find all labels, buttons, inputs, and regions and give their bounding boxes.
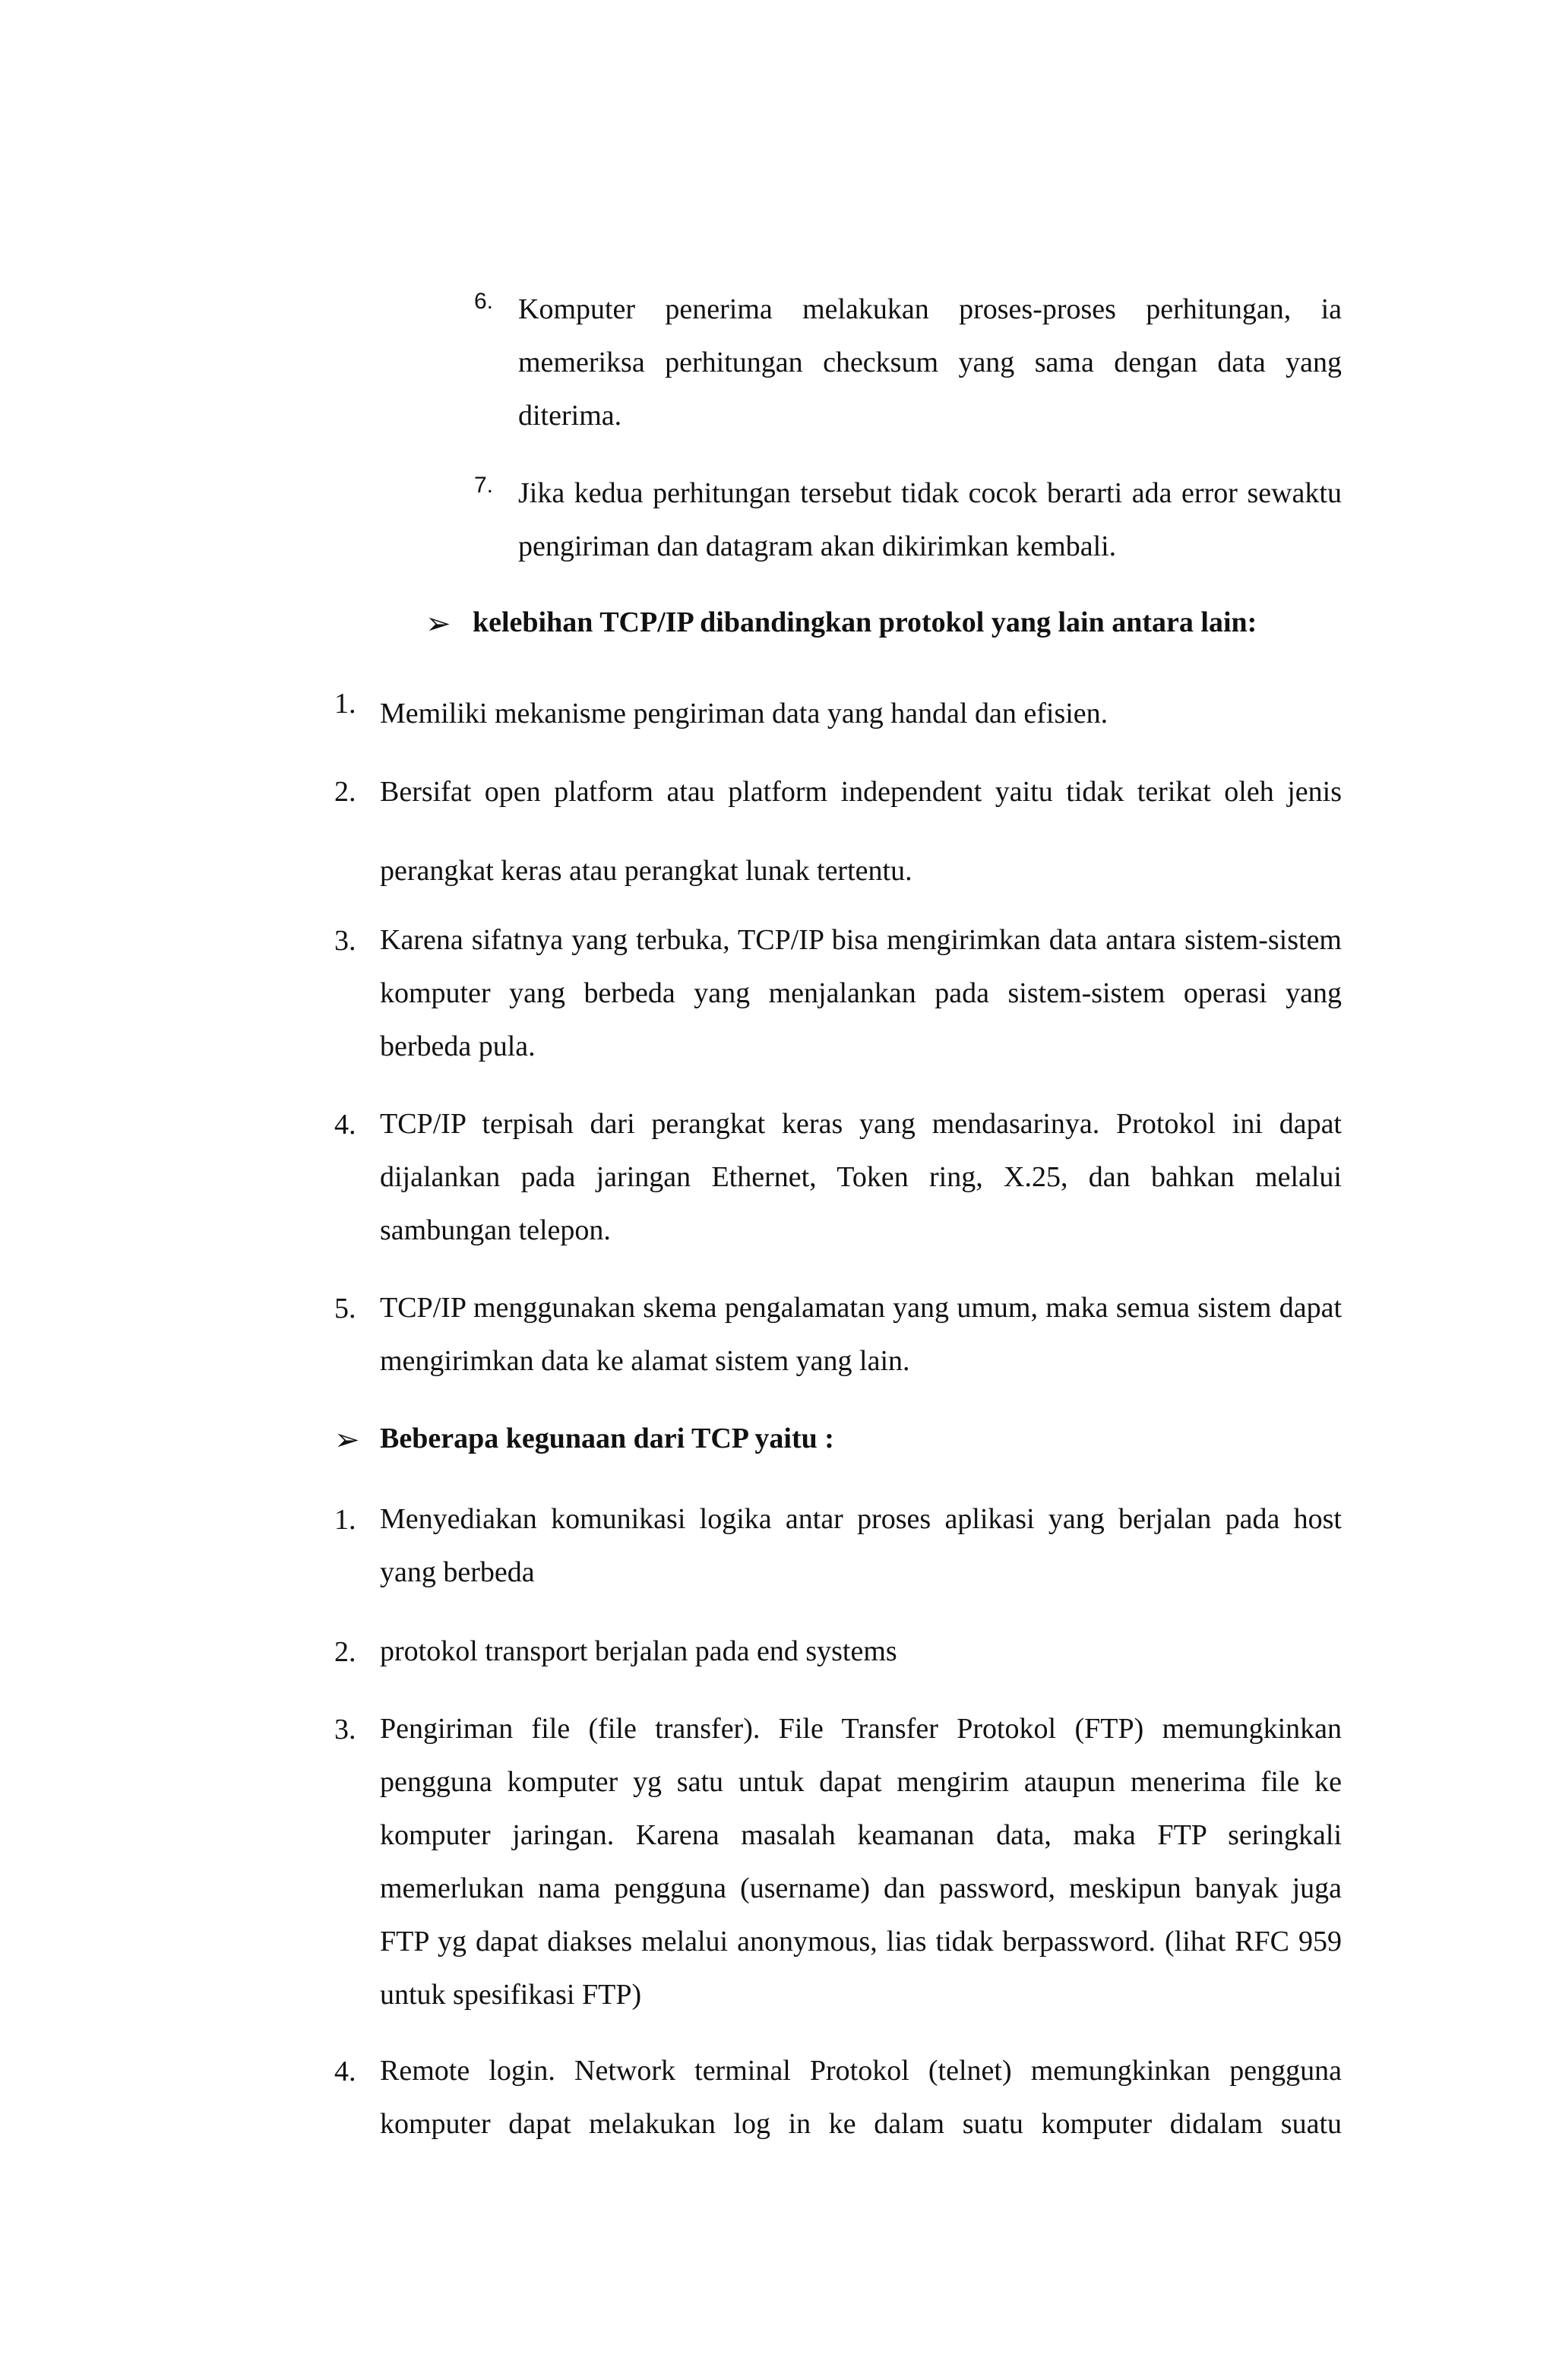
list-item-text: TCP/IP terpisah dari perangkat keras yang mendasarinya. Protokol ini dapat dijalankan pada jaringan Ethernet, Token ring, X.25, dan bahkan melalui sambungan telepon. [380,1108,1342,1246]
list-item [474,283,1342,442]
list-item [334,1492,1342,1599]
list-item-text: Remote login. Network terminal Protokol (telnet) memungkinkan pengguna komputer dapat melakukan log in ke dalam suatu komputer didalam suatu [380,2055,1342,2140]
list-item-text: Jika kedua perhitungan tersebut tidak cocok berarti ada error sewaktu pengiriman dan datagram akan dikirimkan kembali. [518,477,1342,562]
list-item [334,1281,1342,1388]
list-item-text: Karena sifatnya yang terbuka, TCP/IP bisa mengirimkan data antara sistem-sistem komputer yang berbeda yang menjalankan pada sistem-sistem operasi yang berbeda pula. [380,924,1342,1062]
list-item [334,1702,1342,2021]
bullet-arrow-icon: ➢ [334,1423,360,1457]
list-item [334,913,1342,1073]
list-item [334,2044,1342,2151]
list-item-number: 4. [334,1109,356,1141]
list-item-number: 6. [474,289,494,314]
list-item-number: 4. [334,2056,356,2087]
section-heading-kelebihan: kelebihan TCP/IP dibandingkan protokol yang lain antara lain: [473,606,1257,638]
list-item [334,687,1342,740]
bullet-arrow-icon: ➢ [425,606,451,641]
list-item-text: TCP/IP menggunakan skema pengalamatan yang umum, maka semua sistem dapat mengirimkan data ke alamat sistem yang lain. [380,1292,1342,1377]
list-item [334,1097,1342,1257]
list-item [334,1625,1342,1678]
list-item-number: 7. [474,473,494,498]
list-item-text: Bersifat open platform atau platform independent yaitu tidak terikat oleh jenis perangkat keras atau perangkat lunak tertentu. [380,776,1342,887]
list-item-number: 2. [334,776,356,808]
list-item-text: Menyediakan komunikasi logika antar proses aplikasi yang berjalan pada host yang berbeda [380,1503,1342,1588]
list-item-text: Pengiriman file (file transfer). File Transfer Protokol (FTP) memungkinkan pengguna komputer yg satu untuk dapat mengirim ataupun menerima file ke komputer jaringan. Karena masalah keamanan data, maka FTP seringkali memerlukan nama pengguna (username) dan password, meskipun banyak juga FTP yg dapat diakses melalui anonymous, lias tidak berpassword. (lihat RFC 959 untuk spesifikasi FTP) [380,1713,1342,2011]
list-item-number: 1. [334,688,356,720]
list-item-text: protokol transport berjalan pada end systems [380,1635,897,1667]
list-item-text: Komputer penerima melakukan proses-proses perhitungan, ia memeriksa perhitungan checksum yang sama dengan data yang diterima. [518,293,1342,432]
list-item [474,467,1342,573]
list-item-text: Memiliki mekanisme pengiriman data yang handal dan efisien. [380,698,1108,730]
list-item-number: 1. [334,1504,356,1536]
list-item-number: 5. [334,1293,356,1325]
list-item-number: 3. [334,1714,356,1745]
list-item-number: 2. [334,1636,356,1668]
list-item-number: 3. [334,925,356,957]
section-heading-kegunaan: Beberapa kegunaan dari TCP yaitu : [380,1423,834,1454]
list-item [334,752,1342,910]
